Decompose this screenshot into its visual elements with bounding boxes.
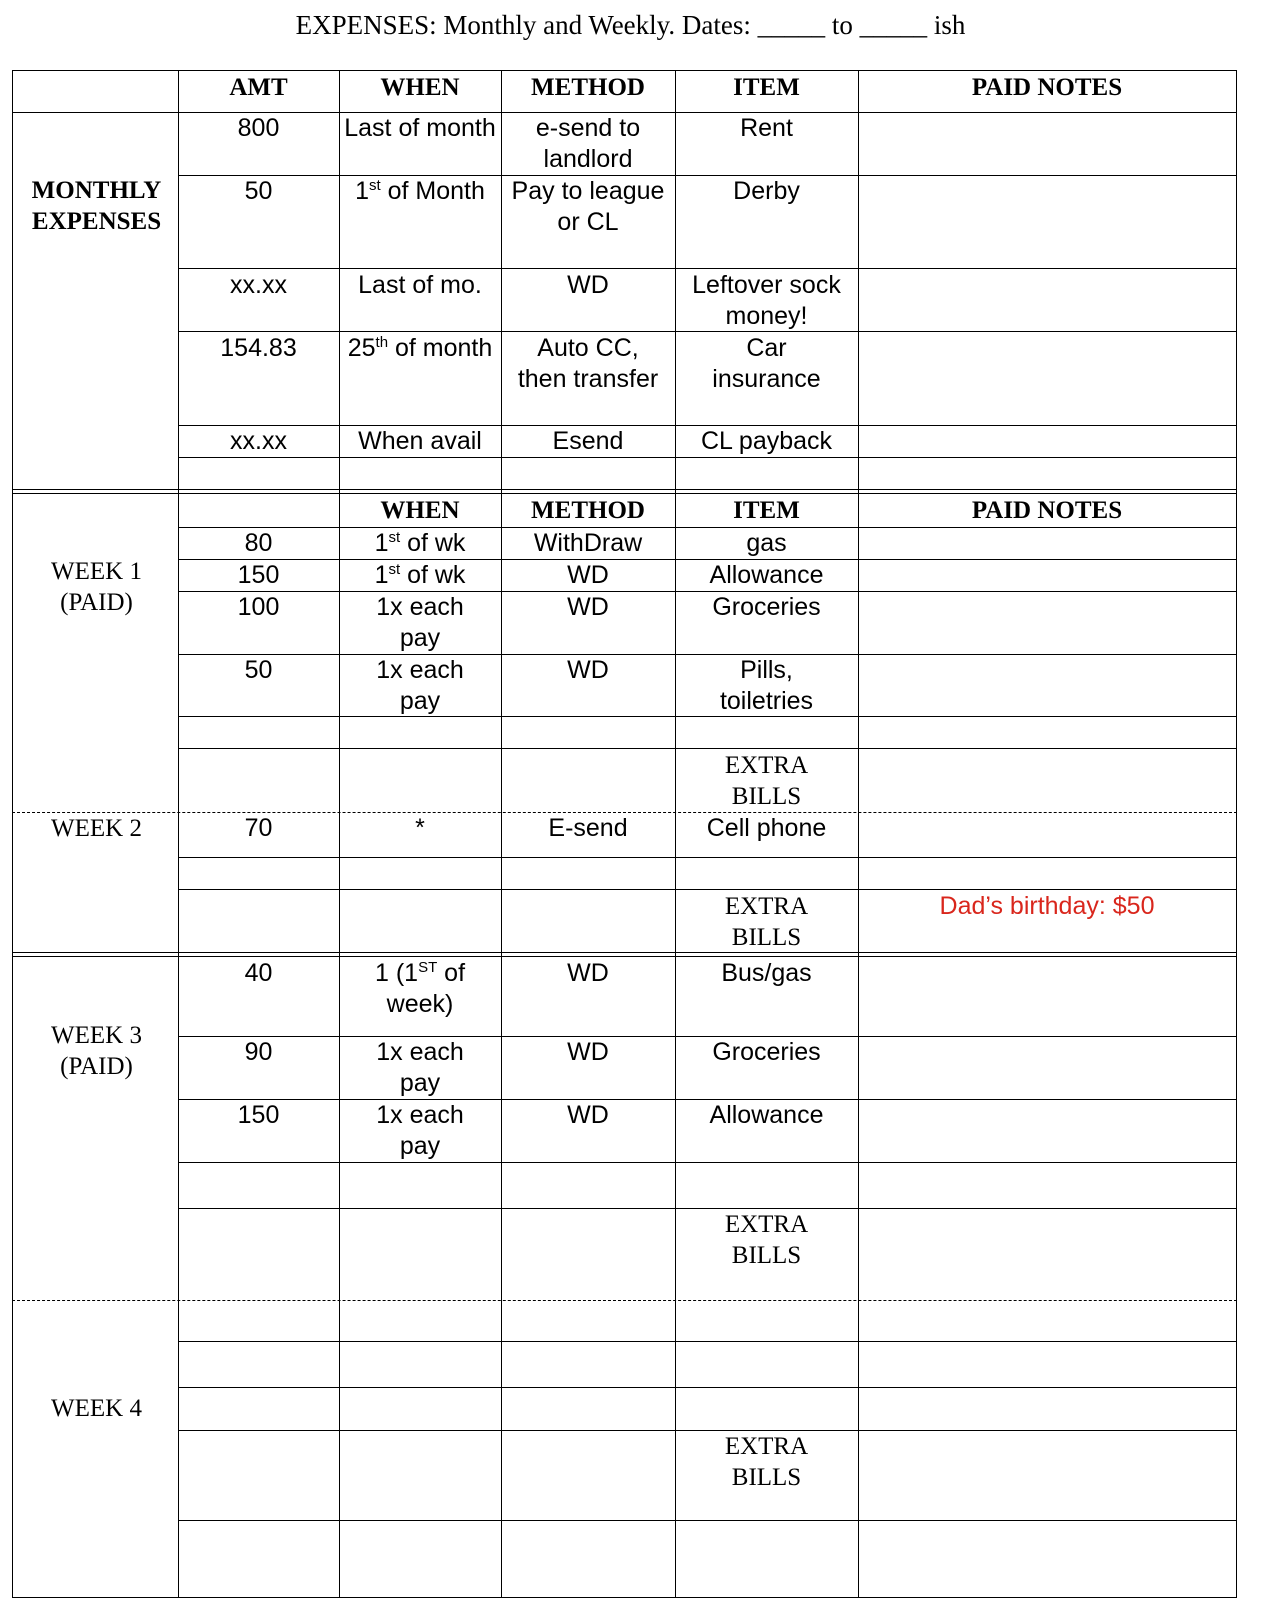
grid-line: [178, 889, 1237, 890]
monthly-when: Last of mo.: [358, 271, 482, 299]
when-suffix: ST: [418, 959, 438, 976]
when-text: of Month: [380, 177, 485, 205]
week2-when: *: [415, 814, 425, 842]
monthly-item: CL payback: [700, 427, 833, 455]
extra-bills-label: EXTRA BILLS: [724, 1433, 809, 1491]
header-method: METHOD: [531, 497, 645, 524]
week1-item: Pills, toiletries: [719, 656, 814, 715]
grid-line: [178, 1430, 1237, 1431]
week3-amt: 150: [237, 1101, 280, 1129]
header-method: METHOD: [531, 74, 645, 101]
section-monthly-expenses: MONTHLY EXPENSES: [31, 177, 162, 235]
when-number: 1 (1: [374, 959, 419, 987]
week3-method: WD: [567, 1038, 609, 1066]
week3-when: 1x each pay: [376, 1038, 464, 1097]
monthly-when: Last of month: [344, 114, 496, 142]
section-week-3: WEEK 3 (PAID): [51, 1022, 142, 1080]
week3-item: Allowance: [709, 1101, 824, 1129]
week3-when: 1x each pay: [376, 1101, 464, 1160]
monthly-method: Esend: [552, 427, 624, 455]
week3-when: [359, 958, 481, 1020]
when-text: of wk: [400, 529, 466, 557]
section-week-1: WEEK 1 (PAID): [51, 558, 142, 616]
week1-item: Allowance: [709, 561, 824, 589]
week1-amt: 150: [237, 561, 280, 589]
grid-line: [178, 268, 1237, 269]
when-suffix: st: [388, 529, 401, 546]
week1-amt: 100: [237, 593, 280, 621]
monthly-when: [339, 176, 501, 207]
monthly-amt: xx.xx: [230, 427, 287, 455]
week1-item: Groceries: [712, 593, 821, 621]
grid-line: [178, 1341, 1237, 1342]
header-paid-notes: PAID NOTES: [971, 497, 1123, 524]
when-number: 25: [347, 334, 376, 362]
section-week-2: WEEK 2: [51, 815, 142, 842]
grid-line: [12, 1597, 1237, 1598]
week1-when: 1x each pay: [376, 593, 464, 652]
header-when: WHEN: [380, 497, 460, 524]
week1-amt: 50: [244, 656, 273, 684]
week1-when: [339, 528, 501, 559]
grid-line: [178, 1520, 1237, 1521]
monthly-method: Auto CC, then transfer: [517, 334, 659, 393]
header-item: ITEM: [733, 497, 800, 524]
monthly-amt: 154.83: [220, 334, 297, 362]
week2-amt: 70: [244, 814, 273, 842]
week3-amt: 90: [244, 1038, 273, 1066]
when-suffix: st: [369, 177, 381, 194]
week1-amt: 80: [244, 529, 273, 557]
week1-item: gas: [746, 529, 787, 557]
grid-line: [12, 952, 1237, 957]
when-suffix: st: [388, 561, 401, 578]
monthly-method: WD: [567, 271, 609, 299]
week1-when: 1x each pay: [376, 656, 464, 715]
grid-line: [178, 1387, 1237, 1388]
header-item: ITEM: [733, 74, 800, 101]
grid-line: [858, 70, 859, 1598]
grid-line: [12, 489, 1237, 494]
when-number: 1: [374, 529, 389, 557]
monthly-amt: 50: [244, 177, 273, 205]
week1-when: [339, 560, 501, 591]
grid-line: [178, 1162, 1237, 1163]
grid-line: [12, 70, 1237, 71]
grid-line: [1236, 70, 1237, 1598]
grid-line: [178, 857, 1237, 858]
monthly-when: When avail: [358, 427, 482, 455]
grid-line: [178, 1208, 1237, 1209]
week1-method: WD: [567, 656, 609, 684]
grid-line: [178, 457, 1237, 458]
extra-bills-label: EXTRA BILLS: [724, 893, 809, 951]
monthly-method: Pay to league or CL: [511, 177, 665, 236]
monthly-item: Leftover sock money!: [692, 271, 841, 330]
week2-paid-note: Dad’s birthday: $50: [939, 892, 1155, 920]
page-title: EXPENSES: Monthly and Weekly. Dates: _____ to _____ ish: [295, 10, 966, 40]
when-number: 1: [374, 561, 389, 589]
monthly-method: e-send to landlord: [535, 114, 641, 173]
header-paid-notes: PAID NOTES: [971, 74, 1123, 101]
week3-item: Bus/gas: [721, 959, 812, 987]
grid-line: [178, 748, 1237, 749]
when-suffix: th: [375, 334, 389, 351]
grid-line: [12, 70, 13, 1598]
header-when: WHEN: [380, 74, 460, 101]
week3-method: WD: [567, 1101, 609, 1129]
grid-line: [12, 1300, 1237, 1301]
week1-method: WithDraw: [533, 529, 643, 557]
week2-item: Cell phone: [706, 814, 827, 842]
week3-item: Groceries: [712, 1038, 821, 1066]
extra-bills-label: EXTRA BILLS: [724, 1211, 809, 1269]
week1-method: WD: [567, 561, 609, 589]
monthly-amt: 800: [237, 114, 280, 142]
monthly-when: [339, 333, 501, 364]
week3-method: WD: [567, 959, 609, 987]
section-week-4: WEEK 4: [51, 1395, 142, 1422]
header-amt: AMT: [229, 74, 288, 101]
week2-method: E-send: [548, 814, 628, 842]
monthly-item: Car insurance: [712, 334, 821, 393]
monthly-amt: xx.xx: [230, 271, 287, 299]
extra-bills-label: EXTRA BILLS: [724, 752, 809, 810]
when-text: of week): [386, 959, 466, 1018]
when-number: 1: [355, 177, 369, 205]
week3-amt: 40: [244, 959, 273, 987]
monthly-item: Rent: [740, 114, 793, 142]
monthly-item: Derby: [733, 177, 800, 205]
when-text: of wk: [400, 561, 466, 589]
when-text: of month: [388, 334, 493, 362]
week1-method: WD: [567, 593, 609, 621]
